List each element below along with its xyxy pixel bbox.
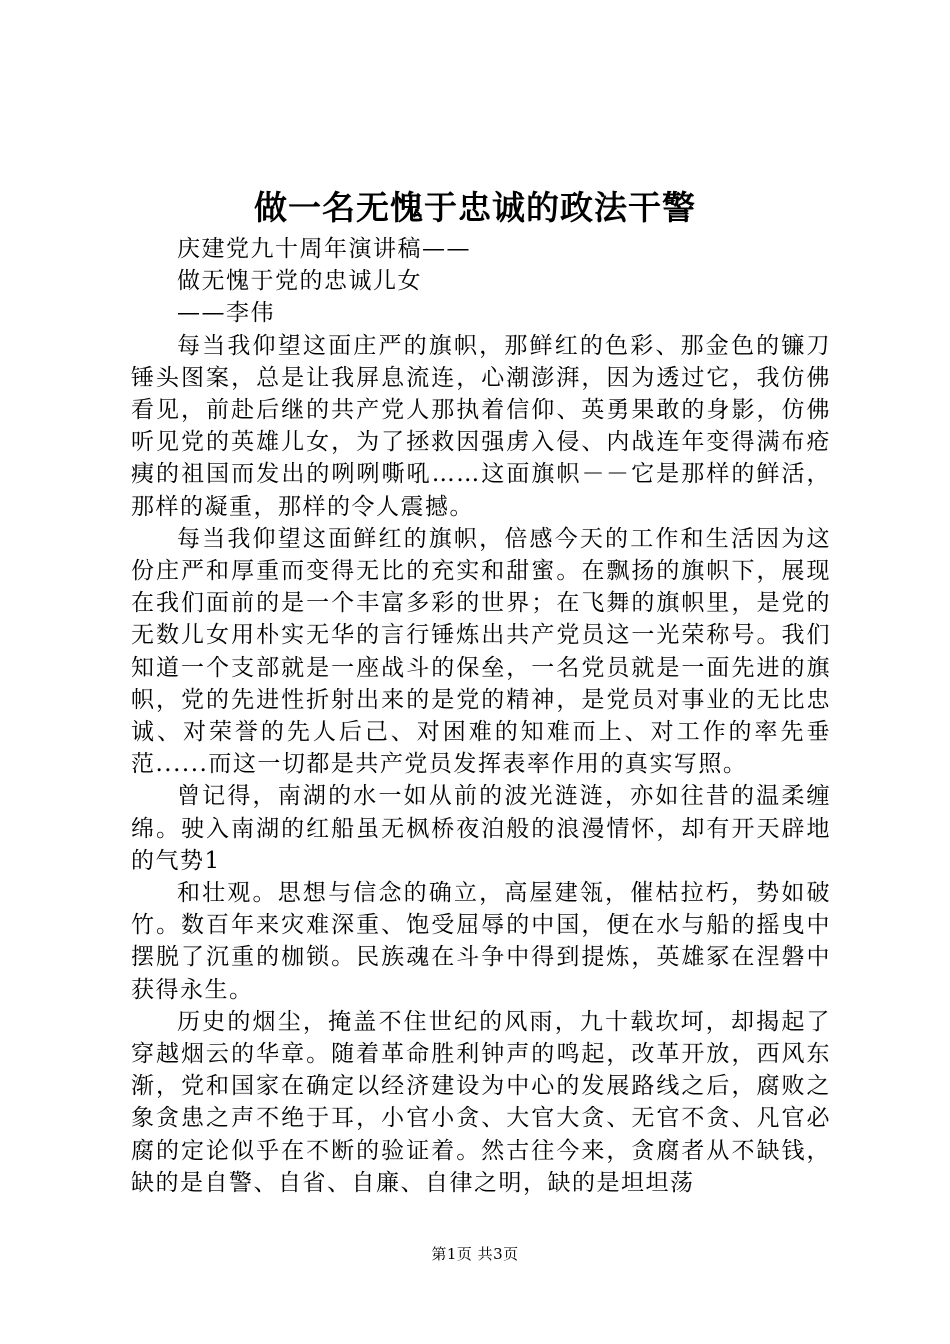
- document-title: 做一名无愧于忠诚的政法干警: [254, 188, 696, 227]
- subtitle-line: 做无愧于党的忠诚儿女: [177, 268, 422, 295]
- page-footer: 第1页 共3页: [431, 1245, 519, 1263]
- author-line: ——李伟: [177, 300, 275, 327]
- subtitle-line: 庆建党九十周年演讲稿——: [177, 236, 471, 262]
- paragraph: 每当我仰望这面鲜红的旗帜，倍感今天的工作和生活因为这份庄严和厚重而变得无比的充实和甜蜜。在飘扬的旗帜下，展现在我们面前的是一个丰富多彩的世界；在飞舞的旗帜里，是党的无数儿女用朴实无华的言行锤炼出共产党员这一光荣称号。我们知道一个支部就是一座战斗的保垒，一名党员就是一面先进的旗帜，党的先进性折射出来的是党的精神，是党员对事业的无比忠诚、对荣誉的先人后己、对困难的知难而上、对工作的率先垂范......而这一切都是共产党员发挥表率作用的真实写照。: [131, 525, 831, 778]
- paragraph: 曾记得，南湖的水一如从前的波光涟涟，亦如往昔的温柔缠绵。驶入南湖的红船虽无枫桥夜泊般的浪漫情怀，却有开天辟地的气势1: [131, 783, 831, 874]
- paragraph: 每当我仰望这面庄严的旗帜，那鲜红的色彩、那金色的镰刀锤头图案，总是让我屏息流连，心潮澎湃，因为透过它，我仿佛看见，前赴后继的共产党人那执着信仰、英勇果敢的身影，仿佛听见党的英雄儿女，为了拯救因强虏入侵、内战连年变得满布疮痍的祖国而发出的咧咧嘶吼……这面旗帜－－它是那样的鲜活，那样的凝重，那样的令人震撼。: [131, 332, 831, 520]
- document-body: [131, 233, 831, 1199]
- paragraph: 历史的烟尘，掩盖不住世纪的风雨，九十载坎坷，却揭起了穿越烟云的华章。随着革命胜利钟声的鸣起，改革开放，西风东渐，党和国家在确定以经济建设为中心的发展路线之后，腐败之象贪患之声不绝于耳，小官小贪、大官大贪、无官不贪、凡官必腐的定论似乎在不断的验证着。然古往今来，贪腐者从不缺钱，缺的是自警、自省、自廉、自律之明，缺的是坦坦荡: [131, 1008, 831, 1196]
- paragraph: 和壮观。思想与信念的确立，高屋建瓴，催枯拉朽，势如破竹。数百年来灾难深重、饱受屈辱的中国，便在水与船的摇曳中摆脱了沉重的枷锁。民族魂在斗争中得到提炼，英雄冢在涅磐中获得永生。: [131, 880, 831, 1003]
